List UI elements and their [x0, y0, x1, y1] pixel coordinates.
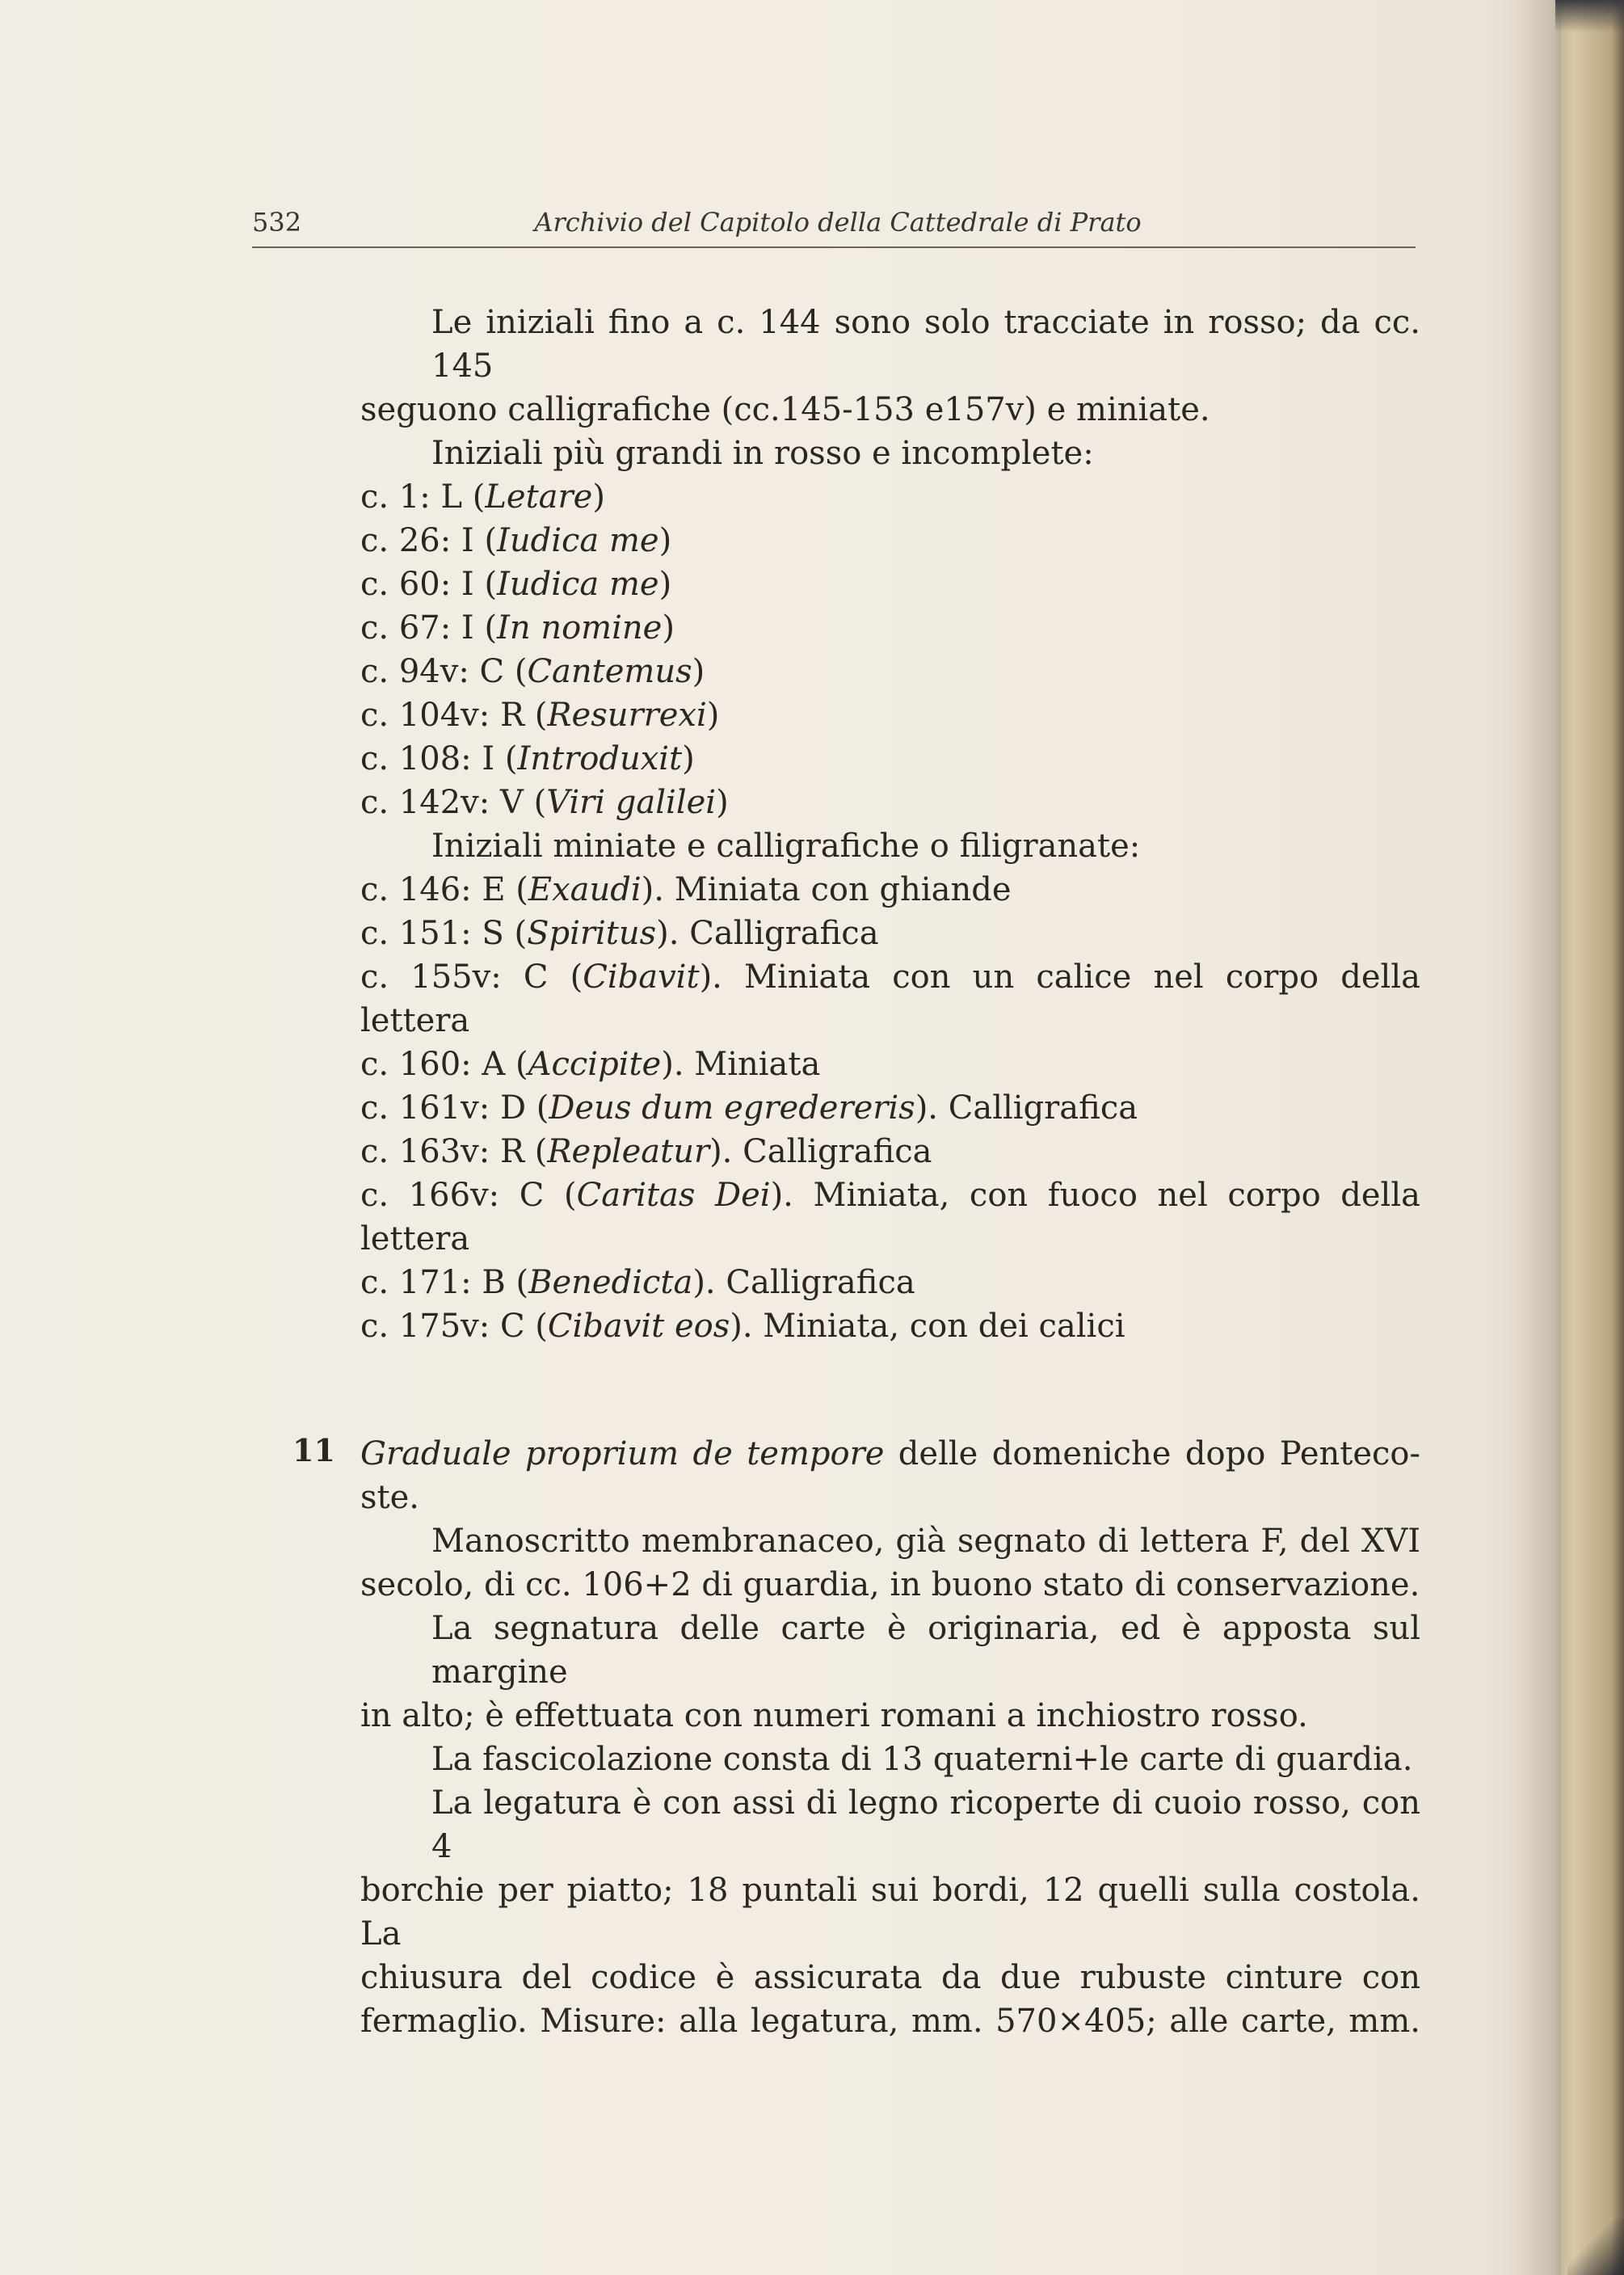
- scan-corner: [1567, 2218, 1624, 2275]
- paragraph-line: chiusura del codice è assicurata da due rubuste cinture con: [360, 1959, 1420, 1996]
- gutter-shadow: [1519, 0, 1567, 2275]
- list-item: c. 60: I (Iudica me): [360, 566, 672, 603]
- list-item: c. 171: B (Benedicta). Calligrafica: [360, 1264, 915, 1301]
- list-item: c. 175v: C (Cibavit eos). Miniata, con dei calici: [360, 1308, 1125, 1345]
- paragraph-line: La segnatura delle carte è originaria, ed è apposta sul margine: [431, 1610, 1420, 1691]
- entry-number: 11: [292, 1432, 335, 1468]
- entry-title: Graduale proprium de tempore delle domeniche dopo Penteco-: [360, 1435, 1421, 1472]
- paragraph-line: secolo, di cc. 106+2 di guardia, in buono stato di conservazione.: [360, 1566, 1420, 1603]
- list-item: c. 67: I (In nomine): [360, 609, 675, 647]
- running-head: [252, 207, 1416, 249]
- main-text: [360, 301, 1420, 1348]
- list-heading: Iniziali miniate e calligrafiche o filigranate:: [431, 828, 1141, 865]
- header-rule: [252, 246, 1416, 248]
- paragraph-line: La fascicolazione consta di 13 quaterni+le carte di guardia.: [431, 1741, 1413, 1778]
- list-item: c. 142v: V (Viri galilei): [360, 784, 729, 821]
- list-item: c. 94v: C (Cantemus): [360, 653, 705, 690]
- list-item: c. 163v: R (Repleatur). Calligrafica: [360, 1133, 932, 1170]
- list-heading: Iniziali più grandi in rosso e incomplete:: [431, 435, 1094, 472]
- list-item: c. 166v: C (Caritas Dei). Miniata, con fuoco nel corpo della: [360, 1177, 1420, 1214]
- list-item-continuation: lettera: [360, 1220, 470, 1258]
- list-item: c. 146: E (Exaudi). Miniata con ghiande: [360, 871, 1012, 908]
- paragraph-line: La legatura è con assi di legno ricoperte di cuoio rosso, con 4: [431, 1784, 1420, 1865]
- list-item: c. 160: A (Accipite). Miniata: [360, 1046, 821, 1083]
- list-item: c. 108: I (Introduxit): [360, 740, 695, 777]
- paragraph-line: in alto; è effettuata con numeri romani a inchiostro rosso.: [360, 1697, 1308, 1734]
- scan-corner: [1555, 0, 1624, 32]
- paragraph-line: Manoscritto membranaceo, già segnato di lettera F, del XVI: [431, 1523, 1420, 1560]
- paragraph-line: fermaglio. Misure: alla legatura, mm. 570×405; alle carte, mm.: [360, 2003, 1420, 2040]
- page-fore-edge: [1561, 0, 1624, 2275]
- paragraph-line: Le iniziali fino a c. 144 sono solo tracciate in rosso; da cc. 145: [431, 304, 1420, 385]
- list-item: c. 26: I (Iudica me): [360, 522, 672, 559]
- entry-11: [360, 1432, 1420, 2043]
- entry-title-continuation: ste.: [360, 1479, 419, 1516]
- paragraph-line: seguono calligrafiche (cc.145-153 e157v) e miniate.: [360, 391, 1210, 428]
- list-item: c. 161v: D (Deus dum egredereris). Calligrafica: [360, 1089, 1138, 1127]
- running-title: Archivio del Capitolo della Cattedrale di Prato: [534, 207, 1142, 238]
- page-number: 532: [252, 207, 302, 238]
- list-item: c. 155v: C (Cibavit). Miniata con un calice nel corpo della: [360, 958, 1420, 996]
- list-item: c. 151: S (Spiritus). Calligrafica: [360, 915, 879, 952]
- list-item-continuation: lettera: [360, 1002, 470, 1039]
- list-item: c. 104v: R (Resurrexi): [360, 697, 720, 734]
- list-item: c. 1: L (Letare): [360, 478, 605, 516]
- paragraph-line: borchie per piatto; 18 puntali sui bordi, 12 quelli sulla costola. La: [360, 1872, 1420, 1953]
